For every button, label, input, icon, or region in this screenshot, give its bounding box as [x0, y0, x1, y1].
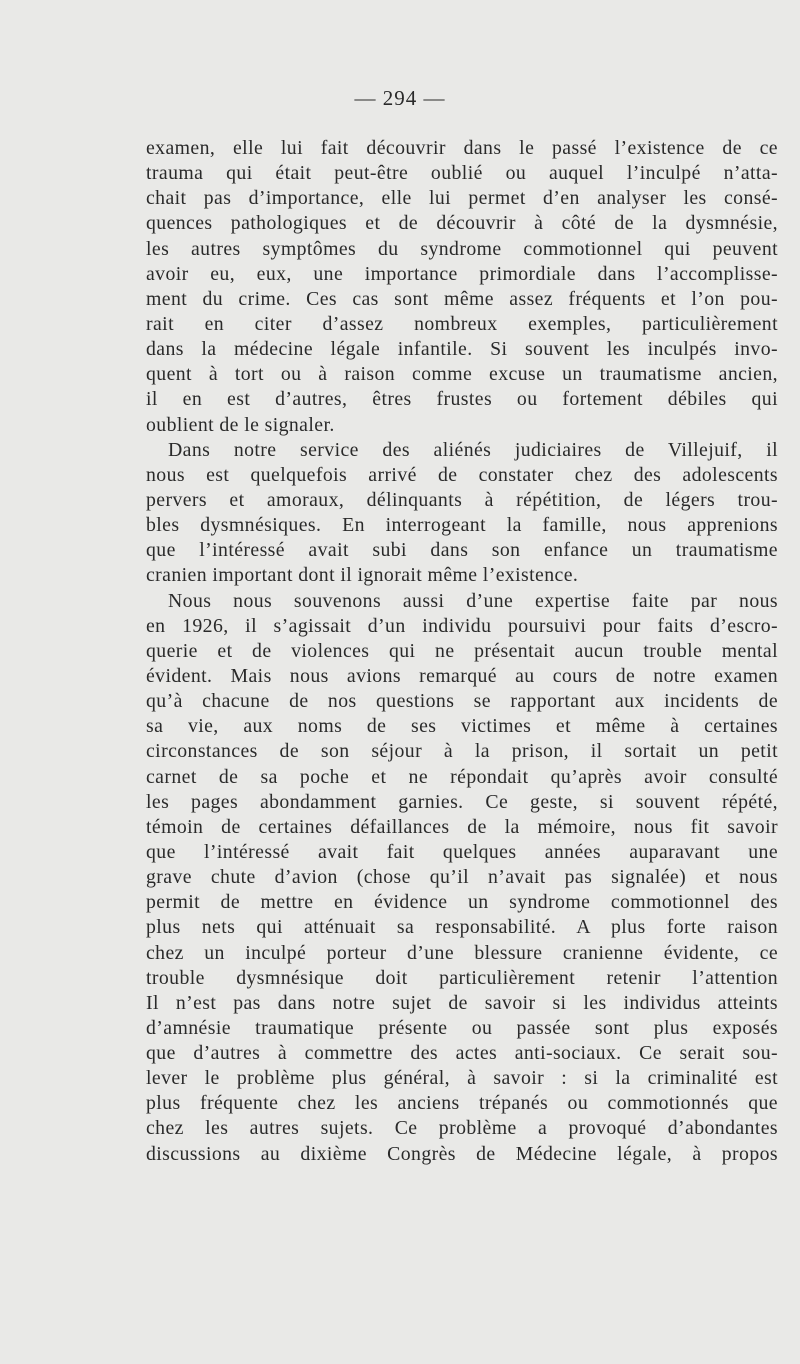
text-line: lever le problème plus général, à savoir : si la criminalité est	[146, 1067, 778, 1090]
text-line: chait pas d’importance, elle lui permet d’en analyser les consé-	[146, 187, 778, 210]
text-line: sa vie, aux noms de ses victimes et même à certaines	[146, 715, 778, 738]
text-line: cranien important dont il ignorait même l’existence.	[146, 564, 579, 587]
text-line: oublient de le signaler.	[146, 413, 335, 436]
text-line: dans la médecine légale infantile. Si souvent les inculpés invo-	[146, 338, 778, 361]
text-line: pervers et amoraux, délinquants à répétition, de légers trou-	[146, 488, 778, 511]
text-line: querie et de violences qui ne présentait aucun trouble mental	[146, 639, 778, 662]
text-line: bles dysmnésiques. En interrogeant la famille, nous apprenions	[146, 514, 778, 537]
text-line: nous est quelquefois arrivé de constater chez des adolescents	[146, 463, 778, 486]
text-line: que d’autres à commettre des actes anti-sociaux. Ce serait sou-	[146, 1042, 778, 1065]
text-line: que l’intéressé avait fait quelques années auparavant une	[146, 840, 778, 863]
text-line: Dans notre service des aliénés judiciaires de Villejuif, il	[168, 438, 778, 461]
text-line: plus nets qui atténuait sa responsabilité. A plus forte raison	[146, 916, 778, 939]
text-line: les autres symptômes du syndrome commotionnel qui peuvent	[146, 237, 778, 260]
text-line: avoir eu, eux, une importance primordiale dans l’accomplisse-	[146, 262, 778, 285]
text-line: d’amnésie traumatique présente ou passée sont plus exposés	[146, 1016, 778, 1039]
text-line: témoin de certaines défaillances de la mémoire, nous fit savoir	[146, 815, 778, 838]
text-line: qu’à chacune de nos questions se rapportant aux incidents de	[146, 690, 778, 713]
text-line: quences pathologiques et de découvrir à côté de la dysmnésie,	[146, 212, 778, 235]
text-line: circonstances de son séjour à la prison, il sortait un petit	[146, 740, 778, 763]
text-line: Il n’est pas dans notre sujet de savoir si les individus atteints	[146, 991, 778, 1014]
text-line: permit de mettre en évidence un syndrome commotionnel des	[146, 891, 778, 914]
text-line: chez les autres sujets. Ce problème a provoqué d’abondantes	[146, 1117, 778, 1140]
page-number: — 294 —	[354, 86, 446, 110]
text-line: carnet de sa poche et ne répondait qu’après avoir consulté	[146, 765, 778, 788]
text-line: ment du crime. Ces cas sont même assez fréquents et l’on pou-	[146, 287, 778, 310]
text-line: quent à tort ou à raison comme excuse un traumatisme ancien,	[146, 363, 778, 386]
text-line: trauma qui était peut-être oublié ou auquel l’inculpé n’atta-	[146, 162, 778, 185]
text-line: plus fréquente chez les anciens trépanés ou commotionnés que	[146, 1092, 778, 1115]
body-text	[146, 136, 778, 1167]
text-line: chez un inculpé porteur d’une blessure cranienne évidente, ce	[146, 941, 778, 964]
text-line: Nous nous souvenons aussi d’une expertise faite par nous	[168, 589, 778, 612]
text-line: il en est d’autres, êtres frustes ou fortement débiles qui	[146, 388, 778, 411]
text-line: évident. Mais nous avions remarqué au cours de notre examen	[146, 664, 778, 687]
text-line: discussions au dixième Congrès de Médecine légale, à propos	[146, 1142, 778, 1165]
text-line: trouble dysmnésique doit particulièrement retenir l’attention	[146, 966, 778, 989]
text-line: examen, elle lui fait découvrir dans le passé l’existence de ce	[146, 137, 778, 159]
text-line: les pages abondamment garnies. Ce geste, si souvent répété,	[146, 790, 778, 813]
text-line: en 1926, il s’agissait d’un individu poursuivi pour faits d’escro-	[146, 614, 778, 637]
text-line: grave chute d’avion (chose qu’il n’avait pas signalée) et nous	[146, 866, 778, 889]
text-line: rait en citer d’assez nombreux exemples, particulièrement	[146, 312, 778, 335]
text-line: que l’intéressé avait subi dans son enfance un traumatisme	[146, 539, 778, 562]
